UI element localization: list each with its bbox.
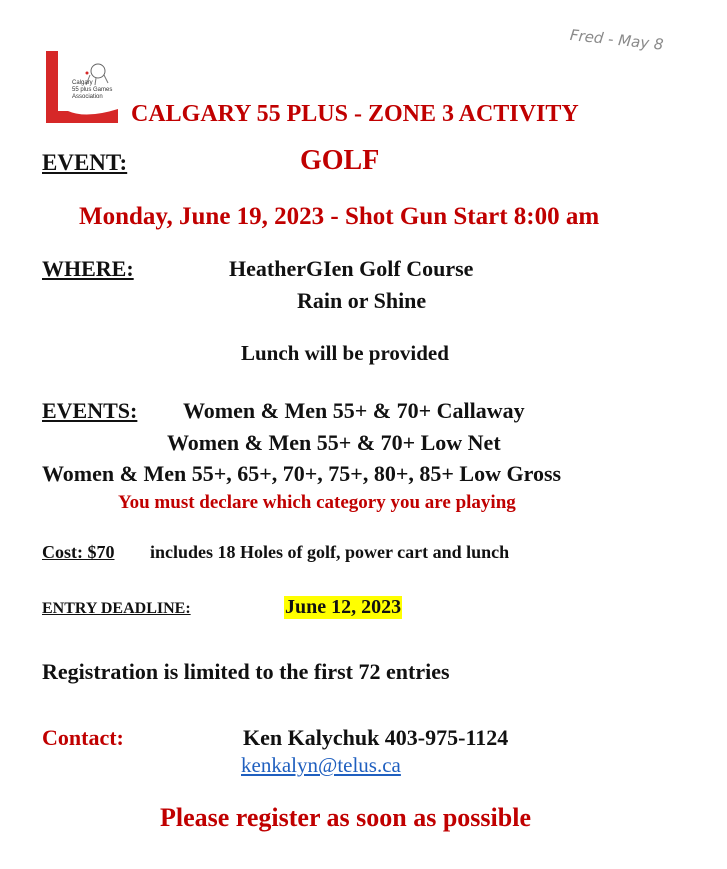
event-date: Monday, June 19, 2023 - Shot Gun Start 8:00 am [79, 203, 600, 230]
category-declaration-note: You must declare which category you are playing [118, 492, 516, 513]
event-label: EVENT: [42, 150, 128, 175]
call-to-action: Please register as soon as possible [160, 803, 531, 832]
cost-description: includes 18 Holes of golf, power cart and lunch [150, 542, 510, 562]
event-category: Women & Men 55+ & 70+ Callaway [183, 398, 525, 423]
contact-name: Ken Kalychuk 403-975-1124 [243, 725, 509, 750]
deadline-label: ENTRY DEADLINE: [42, 600, 191, 617]
cost-label: Cost: $70 [42, 542, 115, 562]
where-weather: Rain or Shine [297, 288, 427, 313]
events-label: EVENTS: [42, 398, 138, 423]
event-category: Women & Men 55+, 65+, 70+, 75+, 80+, 85+ Low Gross [42, 461, 562, 486]
logo-text [72, 80, 118, 101]
contact-email-link[interactable]: kenkalyn@telus.ca [241, 753, 401, 777]
contact-label: Contact: [42, 725, 124, 750]
event-category: Women & Men 55+ & 70+ Low Net [167, 430, 501, 455]
lunch-note: Lunch will be provided [241, 341, 449, 365]
page-title: CALGARY 55 PLUS - ZONE 3 ACTIVITY [131, 101, 579, 127]
logo-text-line: 55 plus Games [72, 87, 113, 93]
handwritten-note: Fred - May 8 [569, 26, 665, 54]
event-value: GOLF [300, 145, 380, 176]
logo-text-line: Association [72, 94, 103, 100]
where-venue: HeatherGIen Golf Course [229, 256, 474, 281]
logo-text-line: Calgary [72, 80, 93, 86]
registration-limit: Registration is limited to the first 72 entries [42, 659, 450, 684]
deadline-date: June 12, 2023 [285, 596, 402, 618]
where-label: WHERE: [42, 256, 134, 281]
